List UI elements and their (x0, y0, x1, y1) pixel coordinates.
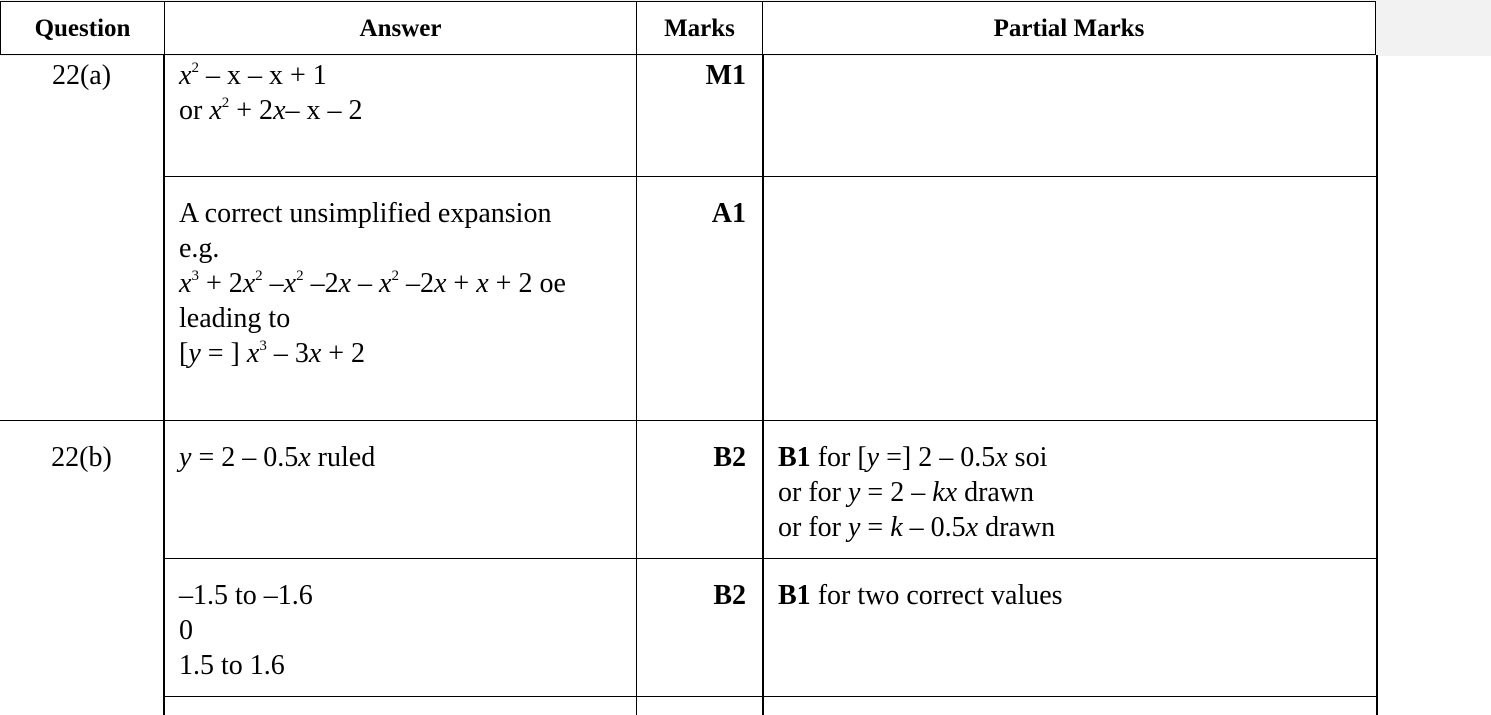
answer-line: $x^2 - x - x + 1$ (179, 60, 327, 91)
answer-line: 1.5 to 1.6 (179, 650, 285, 681)
grid-line-h4 (164, 696, 1378, 697)
partial-marks-cell (778, 578, 1063, 613)
grid-line-v1 (163, 55, 165, 715)
answer-cell (179, 440, 375, 475)
grid-line-v3 (762, 55, 764, 715)
answer-line: leading to (179, 303, 291, 334)
mark-cell: A1 (711, 198, 746, 229)
partial-line: or for y = k – 0.5x drawn (778, 512, 1056, 543)
answer-line: y = 2 – 0.5x ruled (179, 442, 376, 473)
mark-cell: B2 (713, 442, 746, 473)
answer-line: 0 (179, 615, 193, 646)
grid-line-v4 (1376, 55, 1378, 715)
mark-cell: B2 (713, 580, 746, 611)
answer-cell (179, 58, 363, 128)
grid-line-h1 (164, 176, 1378, 177)
partial-line: or for y = 2 – kx drawn (778, 477, 1035, 508)
header-marks: Marks (636, 1, 763, 55)
question-cell: 22(b) (51, 442, 112, 473)
grid-line-v2 (636, 55, 637, 715)
answer-line: e.g. (179, 233, 220, 264)
answer-cell (179, 578, 313, 683)
question-cell: 22(a) (51, 60, 112, 91)
answer-line: $x^3 + 2x^2$ $-x^2$ $-2x - x^2$ –2x + x + 2 oe (179, 268, 566, 299)
header-partial-marks: Partial Marks (762, 1, 1376, 55)
grid-line-h3 (164, 558, 1378, 559)
grid-line-h2 (0, 420, 1378, 421)
partial-line: B1 for two correct values (778, 580, 1063, 611)
answer-line: –1.5 to –1.6 (179, 580, 313, 611)
answer-line: or $x^2 + 2x-$ x – 2 (179, 95, 363, 126)
answer-line: A correct unsimplified expansion (179, 198, 552, 229)
header-question: Question (0, 1, 165, 55)
partial-marks-cell (778, 440, 1055, 545)
header-answer: Answer (164, 1, 637, 55)
answer-line: [y = ] $x^3 - 3x + 2$ (179, 338, 366, 369)
partial-line: B1 for [y =] 2 – 0.5x soi (778, 442, 1048, 473)
answer-cell (179, 196, 566, 371)
mark-cell: M1 (705, 60, 746, 91)
